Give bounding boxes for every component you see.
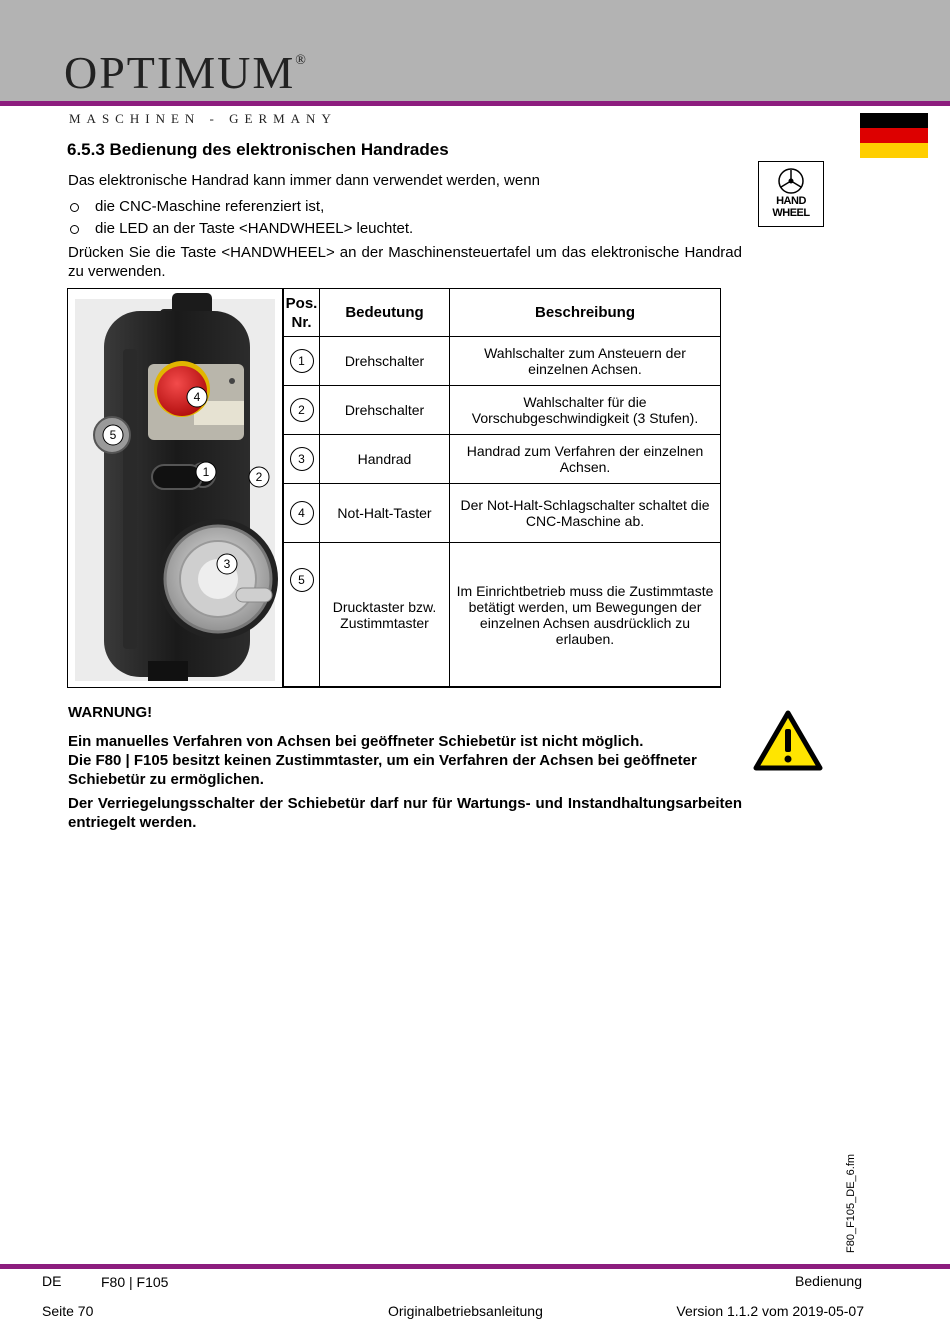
footer-version: Version 1.1.2 vom 2019-05-07 — [676, 1303, 864, 1319]
handwheel-icon: HAND WHEEL — [758, 161, 824, 227]
photo-callout: 5 — [109, 428, 117, 442]
meaning-cell: Drehschalter — [320, 386, 450, 435]
warning-title: WARNUNG! — [68, 704, 153, 721]
pos-cell: 3 — [284, 435, 320, 484]
condition-list — [68, 196, 413, 240]
header-rule — [0, 101, 950, 106]
pos-cell: 1 — [284, 337, 320, 386]
description-cell: Wahlschalter zum Ansteuern der einzelnen Achsen. — [450, 337, 721, 386]
description-cell: Handrad zum Verfahren der einzelnen Achsen. — [450, 435, 721, 484]
section-heading: 6.5.3 Bedienung des elektronischen Handrades — [67, 140, 449, 159]
footer-model: F80 | F105 — [101, 1274, 169, 1290]
instruction-text: Drücken Sie die Taste <HANDWHEEL> an der Maschinensteuertafel um das elektronische Handrad zu verwenden. — [68, 244, 742, 280]
file-id: F80_F105_DE_6.fm — [845, 1153, 857, 1253]
description-cell: Der Not-Halt-Schlagschalter schaltet die CNC-Maschine ab. — [450, 484, 721, 543]
footer-chapter: Bedienung — [795, 1273, 862, 1289]
footer-rule — [0, 1264, 950, 1269]
photo-callout: 3 — [223, 557, 231, 571]
column-header-meaning: Bedeutung — [320, 289, 450, 337]
table-row — [284, 484, 721, 543]
column-header-pos: Pos. Nr. — [284, 289, 320, 337]
table-row — [284, 543, 721, 687]
meaning-cell: Not-Halt-Taster — [320, 484, 450, 543]
warning-text — [68, 732, 742, 832]
pos-cell: 2 — [284, 386, 320, 435]
list-item: die LED an der Taste <HANDWHEEL> leuchtet. — [68, 218, 413, 240]
footer-doc-type: Originalbetriebsanleitung — [388, 1303, 543, 1319]
german-flag-icon — [860, 113, 928, 158]
meaning-cell: Drucktaster bzw. Zustimmtaster — [320, 543, 450, 687]
table-row — [284, 386, 721, 435]
brand-logo: OPTIMUM® — [64, 47, 306, 98]
table-row — [284, 435, 721, 484]
pos-cell: 4 — [284, 484, 320, 543]
handwheel-table — [283, 288, 721, 687]
handwheel-photo — [68, 289, 283, 687]
bullet-icon — [70, 203, 79, 212]
warning-triangle-icon — [753, 710, 823, 772]
column-header-description: Beschreibung — [450, 289, 721, 337]
footer-page-number: Seite 70 — [42, 1303, 94, 1319]
photo-callout: 1 — [202, 465, 210, 479]
meaning-cell: Handrad — [320, 435, 450, 484]
warning-line: Die F80 | F105 besitzt keinen Zustimmtaster, um ein Verfahren der Achsen bei geöffneter Schiebetür zu ermöglichen. — [68, 752, 697, 788]
table-header-row — [284, 289, 721, 337]
warning-line: Ein manuelles Verfahren von Achsen bei geöffneter Schiebetür ist nicht möglich. — [68, 733, 644, 750]
intro-text: Das elektronische Handrad kann immer dann verwendet werden, wenn — [68, 172, 540, 189]
description-cell: Im Einrichtbetrieb muss die Zustimmtaste betätigt werden, um Bewegungen der einzelnen Achsen ausdrücklich zu erlauben. — [450, 543, 721, 687]
table-row — [284, 337, 721, 386]
bullet-icon — [70, 225, 79, 234]
brand-tagline: MASCHINEN - GERMANY — [69, 111, 337, 126]
warning-line: Der Verriegelungsschalter der Schiebetür darf nur für Wartungs- und Instandhaltungsarbeiten entriegelt werden. — [68, 795, 742, 831]
footer-language: DE — [42, 1273, 62, 1289]
pos-cell: 5 — [284, 543, 320, 687]
meaning-cell: Drehschalter — [320, 337, 450, 386]
photo-callout: 2 — [255, 470, 263, 484]
description-cell: Wahlschalter für die Vorschubgeschwindigkeit (3 Stufen). — [450, 386, 721, 435]
registered-mark: ® — [295, 53, 306, 68]
list-item: die CNC-Maschine referenziert ist, — [68, 196, 413, 218]
photo-callout: 4 — [193, 390, 201, 404]
